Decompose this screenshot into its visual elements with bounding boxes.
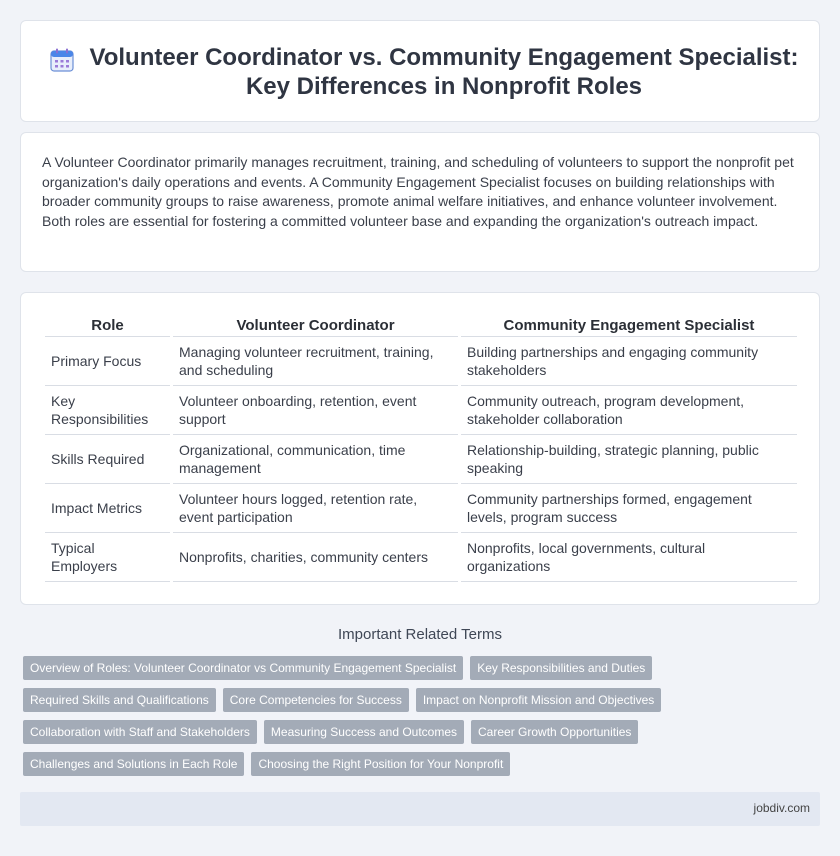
row-label: Primary Focus (45, 337, 170, 386)
table-cell: Community outreach, program development, stakeholder collaboration (461, 386, 797, 435)
table-header-row (45, 315, 797, 337)
table-row (45, 386, 797, 435)
table-cell: Organizational, communication, time management (173, 435, 458, 484)
related-term-tag[interactable]: Overview of Roles: Volunteer Coordinator vs Community Engagement Specialist (23, 656, 463, 680)
related-term-tag[interactable]: Key Responsibilities and Duties (470, 656, 652, 680)
table-row (45, 337, 797, 386)
table-cell: Nonprofits, charities, community centers (173, 533, 458, 582)
table-cell: Volunteer onboarding, retention, event support (173, 386, 458, 435)
footer-site-link[interactable]: jobdiv.com (753, 801, 810, 815)
related-term-tag[interactable]: Challenges and Solutions in Each Role (23, 752, 244, 776)
comparison-card (20, 292, 820, 605)
table-row (45, 435, 797, 484)
calendar-icon (49, 47, 75, 73)
header-role: Role (45, 315, 170, 337)
related-term-tag[interactable]: Measuring Success and Outcomes (264, 720, 464, 744)
intro-card (20, 132, 820, 272)
table-cell: Relationship-building, strategic planning, public speaking (461, 435, 797, 484)
related-terms-heading: Important Related Terms (338, 626, 502, 643)
related-term-tag[interactable]: Impact on Nonprofit Mission and Objectives (416, 688, 661, 712)
table-cell: Nonprofits, local governments, cultural organizations (461, 533, 797, 582)
related-term-tag[interactable]: Choosing the Right Position for Your Nonprofit (251, 752, 510, 776)
related-term-tag[interactable]: Career Growth Opportunities (471, 720, 638, 744)
comparison-table (42, 315, 800, 582)
header-volunteer-coordinator: Volunteer Coordinator (173, 315, 458, 337)
table-cell: Managing volunteer recruitment, training, and scheduling (173, 337, 458, 386)
related-term-tag[interactable]: Required Skills and Qualifications (23, 688, 216, 712)
related-term-tag[interactable]: Core Competencies for Success (223, 688, 409, 712)
table-cell: Community partnerships formed, engagement levels, program success (461, 484, 797, 533)
row-label: Impact Metrics (45, 484, 170, 533)
page-title: Volunteer Coordinator vs. Community Engagement Specialist: Key Differences in Nonprofit Roles (89, 44, 799, 100)
table-row (45, 484, 797, 533)
row-label: Typical Employers (45, 533, 170, 582)
table-cell: Volunteer hours logged, retention rate, event participation (173, 484, 458, 533)
row-label: Key Responsibilities (45, 386, 170, 435)
related-term-tag[interactable]: Collaboration with Staff and Stakeholders (23, 720, 257, 744)
footer-bar (20, 792, 820, 826)
table-cell: Building partnerships and engaging community stakeholders (461, 337, 797, 386)
header-community-engagement-specialist: Community Engagement Specialist (461, 315, 797, 337)
table-row (45, 533, 797, 582)
row-label: Skills Required (45, 435, 170, 484)
header-card (20, 20, 820, 122)
related-terms-list (23, 656, 813, 776)
intro-paragraph: A Volunteer Coordinator primarily manages recruitment, training, and scheduling of volunteers to support the nonprofit pet organization's daily operations and events. A Community Engagement Specialist focuses on building relationships with broader community groups to raise awareness, promote animal welfare initiatives, and enhance volunteer involvement. Both roles are essential for fostering a committed volunteer base and expanding the organization's outreach impact. (42, 154, 794, 229)
